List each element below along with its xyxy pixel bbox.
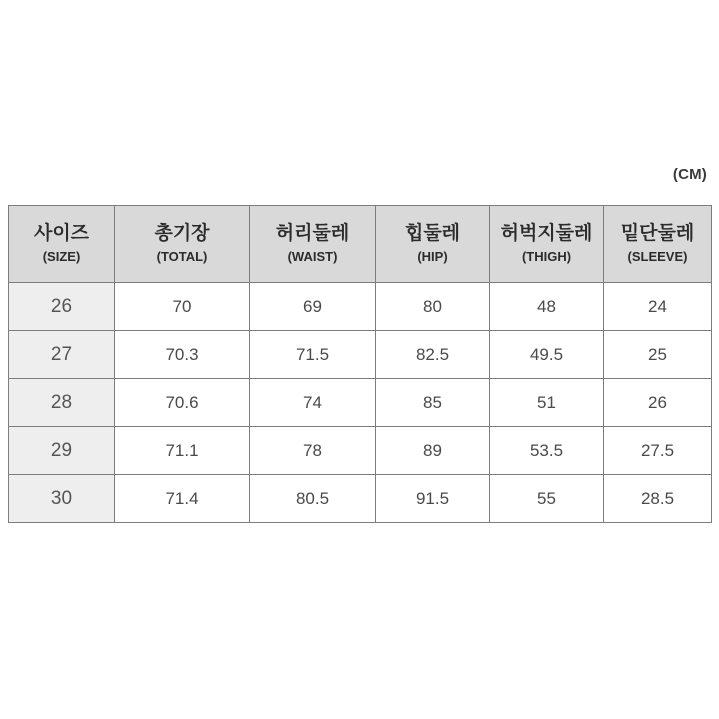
table-header-row (9, 206, 712, 283)
cell-size: 26 (9, 283, 115, 331)
cell-size: 28 (9, 379, 115, 427)
cell-thigh: 48 (490, 283, 604, 331)
cell-sleeve: 24 (604, 283, 712, 331)
cell-total: 70 (115, 283, 250, 331)
column-header-size-kr: 사이즈 (33, 223, 90, 245)
table-row (9, 427, 712, 475)
column-header-hip-kr: 힙둘레 (404, 223, 461, 245)
column-header-size (9, 206, 115, 283)
cell-waist: 78 (250, 427, 376, 475)
cell-waist: 80.5 (250, 475, 376, 523)
cell-total: 71.4 (115, 475, 250, 523)
table-row (9, 379, 712, 427)
column-header-waist (250, 206, 376, 283)
column-header-waist-kr: 허리둘레 (275, 223, 350, 245)
column-header-total-kr: 총기장 (154, 223, 210, 245)
column-header-hip (376, 206, 490, 283)
column-header-hip-en: (HIP) (417, 249, 448, 265)
column-header-thigh-en: (THIGH) (521, 249, 572, 265)
table-row (9, 475, 712, 523)
column-header-waist-en: (WAIST) (287, 249, 338, 265)
unit-label: (CM) (672, 166, 707, 183)
column-header-thigh (490, 206, 604, 283)
table-header (9, 206, 712, 283)
cell-thigh: 55 (490, 475, 604, 523)
size-table (8, 205, 712, 523)
cell-hip: 91.5 (376, 475, 490, 523)
cell-thigh: 53.5 (490, 427, 604, 475)
cell-sleeve: 25 (604, 331, 712, 379)
cell-waist: 74 (250, 379, 376, 427)
table-row (9, 283, 712, 331)
column-header-sleeve-en: (SLEEVE) (627, 249, 688, 265)
column-header-size-en: (SIZE) (42, 249, 81, 265)
cell-sleeve: 26 (604, 379, 712, 427)
table-body (9, 283, 712, 523)
column-header-total-en: (TOTAL) (156, 249, 208, 265)
table-row (9, 331, 712, 379)
cell-thigh: 51 (490, 379, 604, 427)
cell-hip: 85 (376, 379, 490, 427)
cell-size: 27 (9, 331, 115, 379)
cell-sleeve: 27.5 (604, 427, 712, 475)
column-header-sleeve (604, 206, 712, 283)
column-header-sleeve-kr: 밑단둘레 (620, 223, 695, 245)
cell-total: 70.6 (115, 379, 250, 427)
column-header-thigh-kr: 허벅지둘레 (500, 223, 593, 245)
column-header-total (115, 206, 250, 283)
cell-size: 29 (9, 427, 115, 475)
cell-waist: 69 (250, 283, 376, 331)
cell-hip: 82.5 (376, 331, 490, 379)
cell-sleeve: 28.5 (604, 475, 712, 523)
cell-hip: 80 (376, 283, 490, 331)
cell-thigh: 49.5 (490, 331, 604, 379)
cell-total: 70.3 (115, 331, 250, 379)
cell-hip: 89 (376, 427, 490, 475)
cell-waist: 71.5 (250, 331, 376, 379)
cell-total: 71.1 (115, 427, 250, 475)
cell-size: 30 (9, 475, 115, 523)
